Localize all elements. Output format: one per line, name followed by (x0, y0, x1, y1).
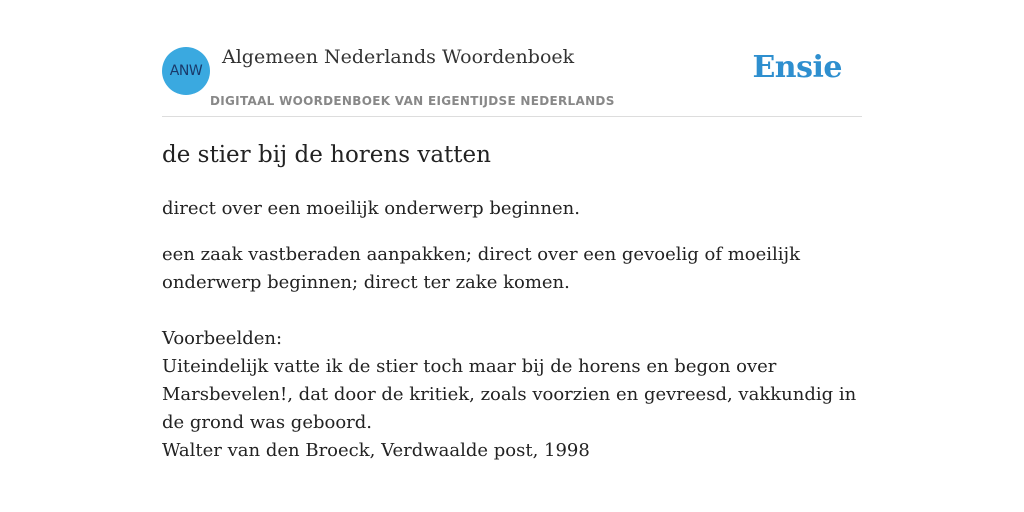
examples-section (162, 325, 862, 465)
definition-long: een zaak vastberaden aanpakken; direct over een gevoelig of moeilijk onderwerp beginnen; direct ter zake komen. (162, 244, 801, 293)
examples-label: Voorbeelden: (162, 328, 283, 349)
dictionary-title[interactable]: Algemeen Nederlands Woordenboek (222, 46, 575, 68)
definition-short: direct over een moeilijk onderwerp beginnen. (162, 198, 580, 219)
example-text: Uiteindelijk vatte ik de stier toch maar bij de horens en begon over Marsbevelen!, dat door de kritiek, zoals voorzien en gevreesd, vakkundig in de grond was geboord. (162, 356, 857, 433)
example-source: Walter van den Broeck, Verdwaalde post, 1998 (162, 440, 590, 461)
ensie-logo[interactable]: Ensie (752, 50, 842, 85)
entry-content (162, 140, 862, 465)
anw-logo[interactable]: ANW (162, 47, 210, 95)
dictionary-subtitle: DIGITAAL WOORDENBOEK VAN EIGENTIJDSE NEDERLANDS (210, 94, 615, 108)
headword: de stier bij de horens vatten (162, 142, 491, 168)
header (162, 44, 862, 117)
